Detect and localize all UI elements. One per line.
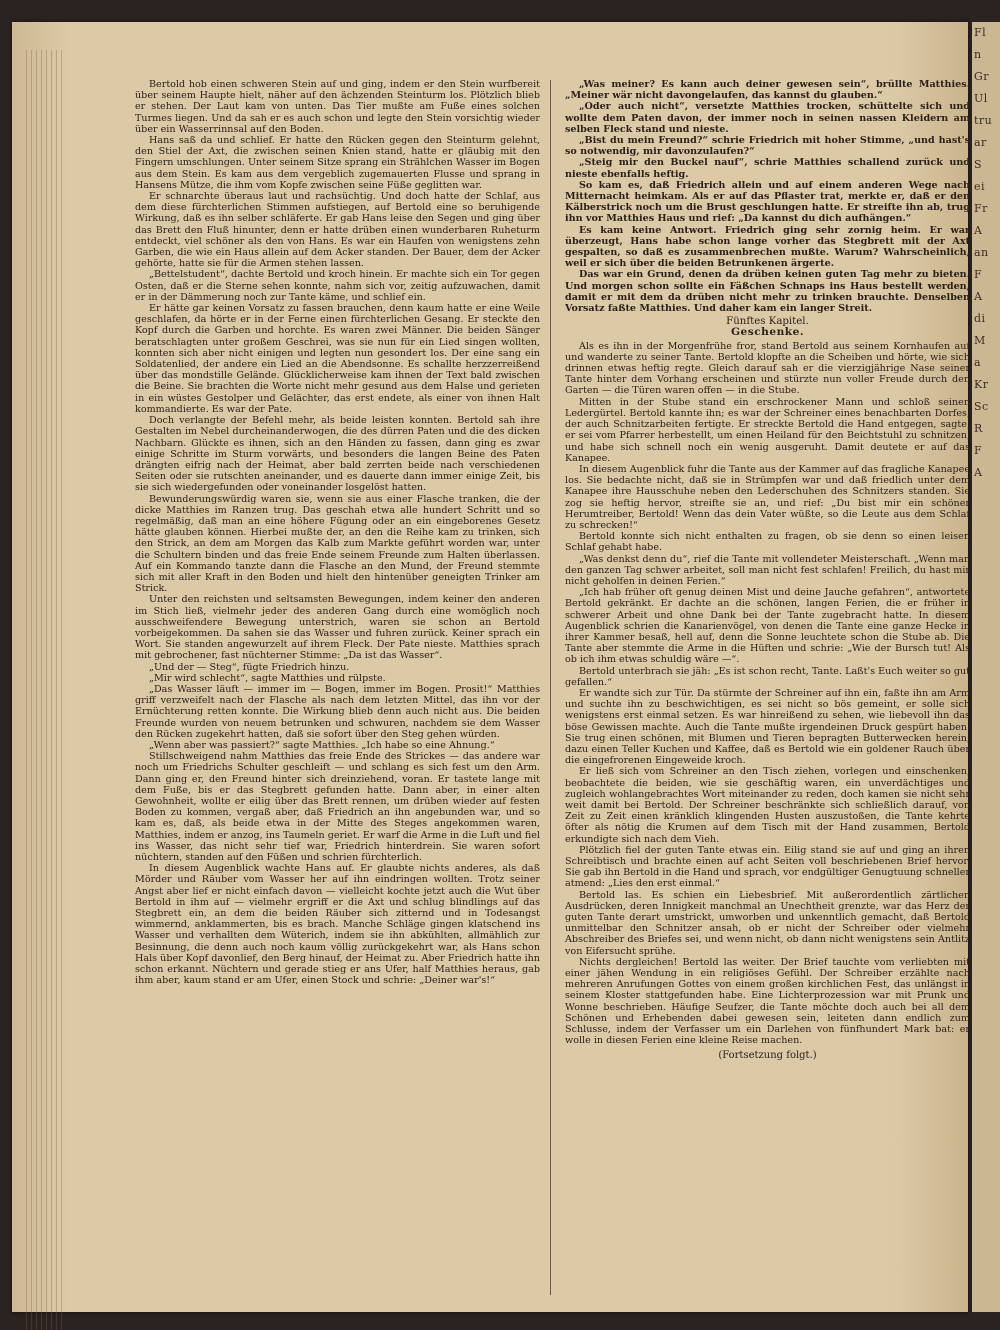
- paragraph: „Bist du mein Freund?“ schrie Friedrich mit hoher Stimme, „und hast's so notwendig, mir davonzulaufen?“: [565, 135, 970, 158]
- page-stack-edges: [26, 50, 66, 1330]
- paragraph: Er hätte gar keinen Vorsatz zu fassen brauchen, denn kaum hatte er eine Weile geschlafen, da hörte er in der Ferne einen fürchterlichen Gesang. Er steckte den Kopf durch die Garben und horchte. Es waren zwei Männer. Die beiden Sänger beratschlagten unter großem Geschrei, was sie nun für ein Lied singen wollten, konnten sich aber nicht einigen und legten nun gesondert los. Der eine sang ein Soldatenlied, der andere ein Lied an die Abendsonne. Es schallte herzzerreißend über das mondstille Gelände. Glücklicherweise kam ihnen der Text bald zwischen die Beine. Sie brachten die Worte nicht mehr gesund aus dem Halse und gerieten in ein wüstes Gestolper und Gelächter, das erst endete, als einer von ihnen Halt kommandierte. Es war der Pate.: [135, 303, 540, 415]
- paragraph: Doch verlangte der Befehl mehr, als beide leisten konnten. Bertold sah ihre Gestalten im Nebel durcheinanderwogen, die des dürren Paten und die des dicken Nachbarn. Glückte es ihnen, sich an den Händen zu fassen, dann ging es zwar einige Schritte im Sturm vorwärts, und besonders die langen Beine des Paten drängten eifrig nach der Heimat, aber bald zerrten beide nach verschiedenen Seiten oder sie rutschten aneinander, und es dauerte dann immer einige Zeit, bis sie sich wiedergefunden oder voneinander losgelöst hatten.: [135, 415, 540, 494]
- dialogue-section: [565, 79, 970, 314]
- paragraph: Als es ihn in der Morgenfrühe fror, stand Bertold aus seinem Kornhaufen auf und wanderte zu seiner Tante. Bertold klopfte an die Scheiben und hörte, wie sich drinnen etwas heftig regte. Gleich darauf sah er die vierzigjährige Nase seiner Tante hinter dem Vorhang erscheinen und stürzte nun voller Freude durch den Garten — die Türen waren offen — in die Stube.: [565, 340, 970, 397]
- edge-fragment: ar: [974, 136, 987, 149]
- paragraph: „Und der — Steg“, fügte Friedrich hinzu.: [149, 661, 350, 673]
- chapter-text: [565, 341, 970, 1047]
- paragraph: In diesem Augenblick wachte Hans auf. Er glaubte nichts anderes, als daß Mörder und Räuber vom Wasser her auf ihn eindringen wollten. Trotz seiner Angst aber lief er nicht einfach davon — vielleicht kochte jetzt auch die Wut über Bertold in ihm auf — vielmehr ergriff er die Axt und schlug blindlings auf das Stegbrett ein, an dem die beiden Räuber sich zitternd und in Todesangst wimmernd, anklammerten, bis es brach. Manche Schläge gingen klatschend ins Wasser und verhallten dem Wüterich, indem sie ihn abkühlten, allmählich zur Besinnung, die denn auch noch kaum völlig zurückgekehrt war, als Hans schon Hals über Kopf davonlief, den Berg hinauf, der Heimat zu. Aber Friedrich hatte ihn schon erkannt. Nüchtern und gerade stieg er ans Ufer, half Matthies heraus, gab ihm aber, kaum stand er am Ufer, einen Stock und schrie: „Deiner war's!“: [135, 863, 540, 987]
- paragraph: „Wenn aber was passiert?“ sagte Matthies. „Ich habe so eine Ahnung.“: [149, 739, 495, 751]
- paragraph: „Bettelstudent“, dachte Bertold und kroch hinein. Er machte sich ein Tor gegen Osten, daß er die Sterne sehen konnte, nahm sich vor, zeitig aufzuwachen, damit er in der Dämmerung noch zur Tante käme, und schlief ein.: [135, 269, 540, 303]
- paragraph: Bertold unterbrach sie jäh: „Es ist schon recht, Tante. Laßt's Euch weiter so gut gefallen.“: [565, 665, 970, 688]
- paragraph: Bertold las. Es schien ein Liebesbrief. Mit außerordentlich zärtlichen Ausdrücken, deren Innigkeit manchmal an Unechtheit grenzte, war das Herz der guten Tante derart umstrickt, umworben und unkenntlich gemacht, daß Bertold unmittelbar den Schnitzer ansah, ob er nicht der Schreiber oder vielmehr Abschreiber des Briefes sei, und wenn nicht, ob dann nicht wenigstens sein Antlitz von Eifersucht sprühe.: [565, 889, 970, 957]
- paragraph: „Mir wird schlecht“, sagte Matthies und rülpste.: [149, 672, 386, 684]
- paragraph: Unter den reichsten und seltsamsten Bewegungen, indem keiner den anderen im Stich ließ, vielmehr jeder des anderen Gang durch eine womöglich noch ausschweifendere Bewegung unterstrich, waren sie schon an Bertold vorbeigekommen. Da sahen sie das Wasser und fuhren zurück. Keiner sprach ein Wort. Sie standen angewurzelt auf ihrem Fleck. Der Pate nieste. Matthies sprach mit gebrochener, fast nüchterner Stimme: „Da ist das Wasser“.: [135, 594, 540, 662]
- paragraph: Er ließ sich vom Schreiner an den Tisch ziehen, vorlegen und einschenken, beobachtete die beiden, wie sie geschäftig waren, ein unverdächtiges und zugleich wohlangebrachtes Wort miteinander zu reden, doch kamen sie nicht sehr weit damit bei Bertold. Der Schreiner beschränkte sich schließlich darauf, von Zeit zu Zeit einen kränklich klingenden Husten auszustoßen, die Tante kehrte öfter als nötig die Krumen auf dem Tisch mit der Hand zusammen, Bertold erkundigte sich nach dem Vieh.: [565, 766, 970, 845]
- edge-fragment: Gr: [974, 70, 990, 83]
- paragraph: Er wandte sich zur Tür. Da stürmte der Schreiner auf ihn ein, faßte ihn am Arm und suchte ihn zu beschwichtigen, es sei nicht so bös gemeint, er solle sich wenigstens erst einmal setzen. Es war hinreißend zu sehen, wie liebevoll ihn das böse Gewissen machte. Auch die Tante mußte irgendeinen Druck gespürt haben. Sie trug einen schönen, mit Blumen und Tieren bepragten Butterwecken herein, dazu einen Teller Kuchen und Kaffee, daß es Bertold wie ein goldener Rauch über die eingefrorenen Eingeweide kroch.: [565, 687, 970, 767]
- chapter-number: Fünftes Kapitel.: [726, 316, 809, 328]
- paragraph: In diesem Augenblick fuhr die Tante aus der Kammer auf das fragliche Kanapee los. Sie bedachte nicht, daß sie in Strümpfen war und daß friedlich unter dem Kanapee ihre Hausschuhe neben den Lederschuhen des Schnitzers standen. Sie zog sie heftig hervor, streifte sie an, und rief: „Du bist mir ein schöner Herumtreiber, Bertold! Wenn das dein Vater wüßte, so die Leute aus dem Schlaf zu schrecken!“: [565, 463, 970, 531]
- paragraph: „Was meiner? Es kann auch deiner gewesen sein“, brüllte Matthies. „Meiner wär nicht davongelaufen, das kannst du glauben.“: [565, 79, 970, 102]
- edge-fragment: di: [974, 312, 986, 325]
- right-column: [565, 79, 970, 1062]
- adjacent-page-edge: [972, 22, 1000, 1312]
- edge-fragment: a: [974, 356, 982, 369]
- edge-fragment: F: [974, 268, 983, 281]
- edge-fragment: n: [974, 48, 982, 61]
- paragraph: „Was denkst denn du“, rief die Tante mit vollendeter Meisterschaft. „Wenn man den ganzen Tag schwer arbeitet, soll man nicht fest schlafen! Freilich, du hast mir nicht geholfen in deinen Ferien.“: [565, 553, 970, 587]
- edge-fragment: Fl: [974, 26, 987, 39]
- edge-fragment: F: [974, 444, 983, 457]
- paragraph: „Ich hab früher oft genug deinen Mist und deine Jauche gefahren“, antwortete Bertold gekränkt. Er dachte an die schönen, langen Ferien, die er früher in schwerer Arbeit und ohne Dank bei der Tante zugebracht hatte. In diesem Augenblick schrien die Kanarienvögel, von denen die Tante eine ganze Hecke in ihrer Kammer besaß, hell auf, denn die Sonne leuchtete schon die Stube ab. Die Tante aber stemmte die Arme in die Hüften und schrie: „Wie der Bursch tut! Als ob ich ihm etwas schuldig wäre —“.: [565, 587, 970, 666]
- edge-fragment: M: [974, 334, 986, 347]
- edge-fragment: Kr: [974, 378, 989, 391]
- paragraph: Es kam keine Antwort. Friedrich ging sehr zornig heim. Er war überzeugt, Hans habe schon lange vorher das Stegbrett mit der Axt gespalten, so daß es zusammenbrechen mußte. Warum? Wahrscheinlich, weil er sich über die beiden Betrunkenen ärgerte.: [565, 224, 970, 270]
- paragraph: Bewunderungswürdig waren sie, wenn sie aus einer Flasche tranken, die der dicke Matthies im Ranzen trug. Das geschah etwa alle hundert Schritt und so regelmäßig, daß man an eine höhere Fügung oder an ein eingeborenes Gesetz hätte glauben können. Hierbei mußte der, an den die Reihe kam zu trinken, sich den Strick, an dem am Morgen das Kalb zum Markte geführt worden war, unter die Schultern binden und das freie Ende seinem Freunde zum Halten überlassen. Auf ein Kommando tanzte dann die Flasche an den Mund, der Freund stemmte sich mit aller Kraft in den Boden und hielt den hintenüber geneigten Trinker am Strick.: [135, 493, 540, 595]
- chapter-title: Geschenke.: [730, 326, 805, 339]
- edge-fragment: A: [974, 224, 983, 237]
- edge-fragment: Sc: [974, 400, 989, 413]
- paragraph: Das war ein Grund, denen da drüben keinen guten Tag mehr zu bieten. Und morgen schon sollte ein Fäßchen Schnaps ins Haus bestellt werden, damit er mit dem da drüben nicht mehr zu trinken brauchte. Denselben Vorsatz faßte Matthies. Und daher kam ein langer Streit.: [565, 269, 970, 315]
- edge-fragment: A: [974, 290, 983, 303]
- paragraph: Hans saß da und schlief. Er hatte den Rücken gegen den Steinturm gelehnt, den Stiel der Axt, die zwischen seinen Knien stand, hatte er gläubig mit den Fingern umschlungen. Unter seinem Sitze sprang ein Strählchen Wasser im Bogen aus dem Stein. Es kam aus dem vergeblich zugemauerten Flusse und sprang in Hansens Mütze, die ihm vom Kopfe zwischen seine Füße geglitten war.: [135, 135, 540, 191]
- paragraph: Bertold konnte sich nicht enthalten zu fragen, ob sie denn so einen leisen Schlaf gehabt habe.: [565, 531, 970, 554]
- paragraph: Nichts dergleichen! Bertold las weiter. Der Brief tauchte vom verliebten mit einer jähen Wendung in ein religiöses Gefühl. Der Schreiber erzählte nach mehreren Anrufungen Gottes von einem großen kirchlichen Fest, das unlängst in seinem Kloster stattgefunden habe. Eine Lichterprozession war mit Prunk und Wonne beschrieben. Häufige Seufzer, die Tante möchte doch auch bei all dem Schönen und Erhebenden dabei gewesen sein, leiteten dann endlich zum Schlusse, indem der Verfasser um ein Darlehen von fünfhundert Mark bat: er wolle in diesen Ferien eine kleine Reise machen.: [565, 956, 970, 1047]
- paragraph: Mitten in der Stube stand ein erschrockener Mann und schloß seinen Ledergürtel. Bertold kannte ihn; es war der Schreiner eines benachbarten Dorfes, der auch Schnitzarbeiten fertigte. Er streckte Bertold die Hand entgegen, sagte, er sei vom Pfarrer herbestellt, um einen Heiland für den Beichtstuhl zu schnitzen, und habe sich schnell noch ein wenig ausgeruht. Damit deutete er auf das Kanapee.: [565, 396, 970, 464]
- paragraph: Er schnarchte überaus laut und rachsüchtig. Und doch hatte der Schlaf, aus dem diese fürchterlichen Stimmen aufstiegen, auf Bertold eine so beruhigende Wirkung, daß es ihn selber schläferte. Er gab Hans leise den Segen und ging über das Brett den Fluß hinunter, denn er hatte drüben einen wunderbaren Ruheturm entdeckt, viel schöner als den von Hans. Es war ein Haufen von wenigstens zehn Garben, die wie ein Haus allein auf dem Acker standen. Der Bauer, dem der Acker gehörte, hatte sie für die Armen stehen lassen.: [135, 191, 540, 270]
- left-column: [135, 79, 540, 986]
- paragraph: „Das Wasser läuft — immer im — Bogen, immer im Bogen. Prosit!“ Matthies griff verzweifelt nach der Flasche als nach dem letzten Mittel, das ihn vor der Ernüchterung retten konnte. Die Wirkung blieb denn auch nicht aus. Die beiden Freunde wurden von neuem betrunken und schwuren, nachdem sie dem Wasser den Rücken zugekehrt hatten, daß sie sofort über den Steg gehen würden.: [135, 683, 540, 740]
- paragraph: Bertold hob einen schweren Stein auf und ging, indem er den Stein wurfbereit über seinem Haupte hielt, näher auf den ächzenden Steinturm los. Plötzlich blieb er stehen. Der Laut kam von unten. Das Tier mußte am Fuße eines solchen Turmes liegen. Und da sah er es auch schon und legte den Stein vorsichtig wieder über ein Wasserrinnsal auf den Boden.: [135, 79, 540, 135]
- paragraph: Stillschweigend nahm Matthies das freie Ende des Strickes — das andere war noch um Friedrichs Schulter geschleift — und schlang es sich fest um den Arm. Dann ging er, den Freund hinter sich dreinziehend, voran. Er tastete lange mit dem Fuße, bis er das Stegbrett gefunden hatte. Dann aber, in einer alten Gewohnheit, wollte er eilig über das Brett rennen, um drüben wieder auf festen Boden zu kommen, vergaß aber, daß Friedrich an ihn angebunden war, und so kam es, daß, als beide etwa in der Mitte des Steges angekommen waren, Matthies, indem er anzog, ins Taumeln geriet. Er warf die Arme in die Luft und fiel ins Wasser, das nicht sehr tief war, Friedrich hinterdrein. Sie waren sofort nüchtern, standen auf den Füßen und schrien fürchterlich.: [135, 751, 540, 864]
- edge-fragment: an: [974, 246, 989, 259]
- paragraph: „Steig mir den Buckel nauf“, schrie Matthies schallend zurück und nieste ebenfalls heftig.: [565, 157, 970, 180]
- paragraph: Plötzlich fiel der guten Tante etwas ein. Eilig stand sie auf und ging an ihren Schreibtisch und brachte einen auf acht Seiten voll beschriebenen Brief hervor. Sie gab ihn Bertold in die Hand und sprach, vor endgültiger Genugtuung schneller atmend: „Lies den erst einmal.“: [565, 844, 970, 890]
- edge-fragment: R: [974, 422, 983, 435]
- edge-fragment: S: [974, 158, 983, 171]
- edge-fragment: ei: [974, 180, 986, 193]
- edge-fragment: A: [974, 466, 983, 479]
- continued-note: (Fortsetzung folgt.): [718, 1050, 817, 1062]
- paragraph: „Oder auch nicht“, versetzte Matthies trocken, schüttelte sich und wollte dem Paten davon, der immer noch in seinen nassen Kleidern am selben Fleck stand und nieste.: [565, 101, 970, 135]
- edge-fragment: Ul: [974, 92, 988, 105]
- paragraph: So kam es, daß Friedrich allein und auf einem anderen Wege nach Mitternacht heimkam. Als er auf das Pflaster trat, merkte er, daß er den Kälberstrick noch um die Brust geschlungen hatte. Er streifte ihn ab, trug ihn vor Matthies Haus und rief: „Da kannst du dich aufhängen.“: [565, 179, 970, 225]
- column-divider: [550, 80, 551, 1295]
- edge-fragment: Fr: [974, 202, 988, 215]
- edge-fragment: tru: [974, 114, 993, 127]
